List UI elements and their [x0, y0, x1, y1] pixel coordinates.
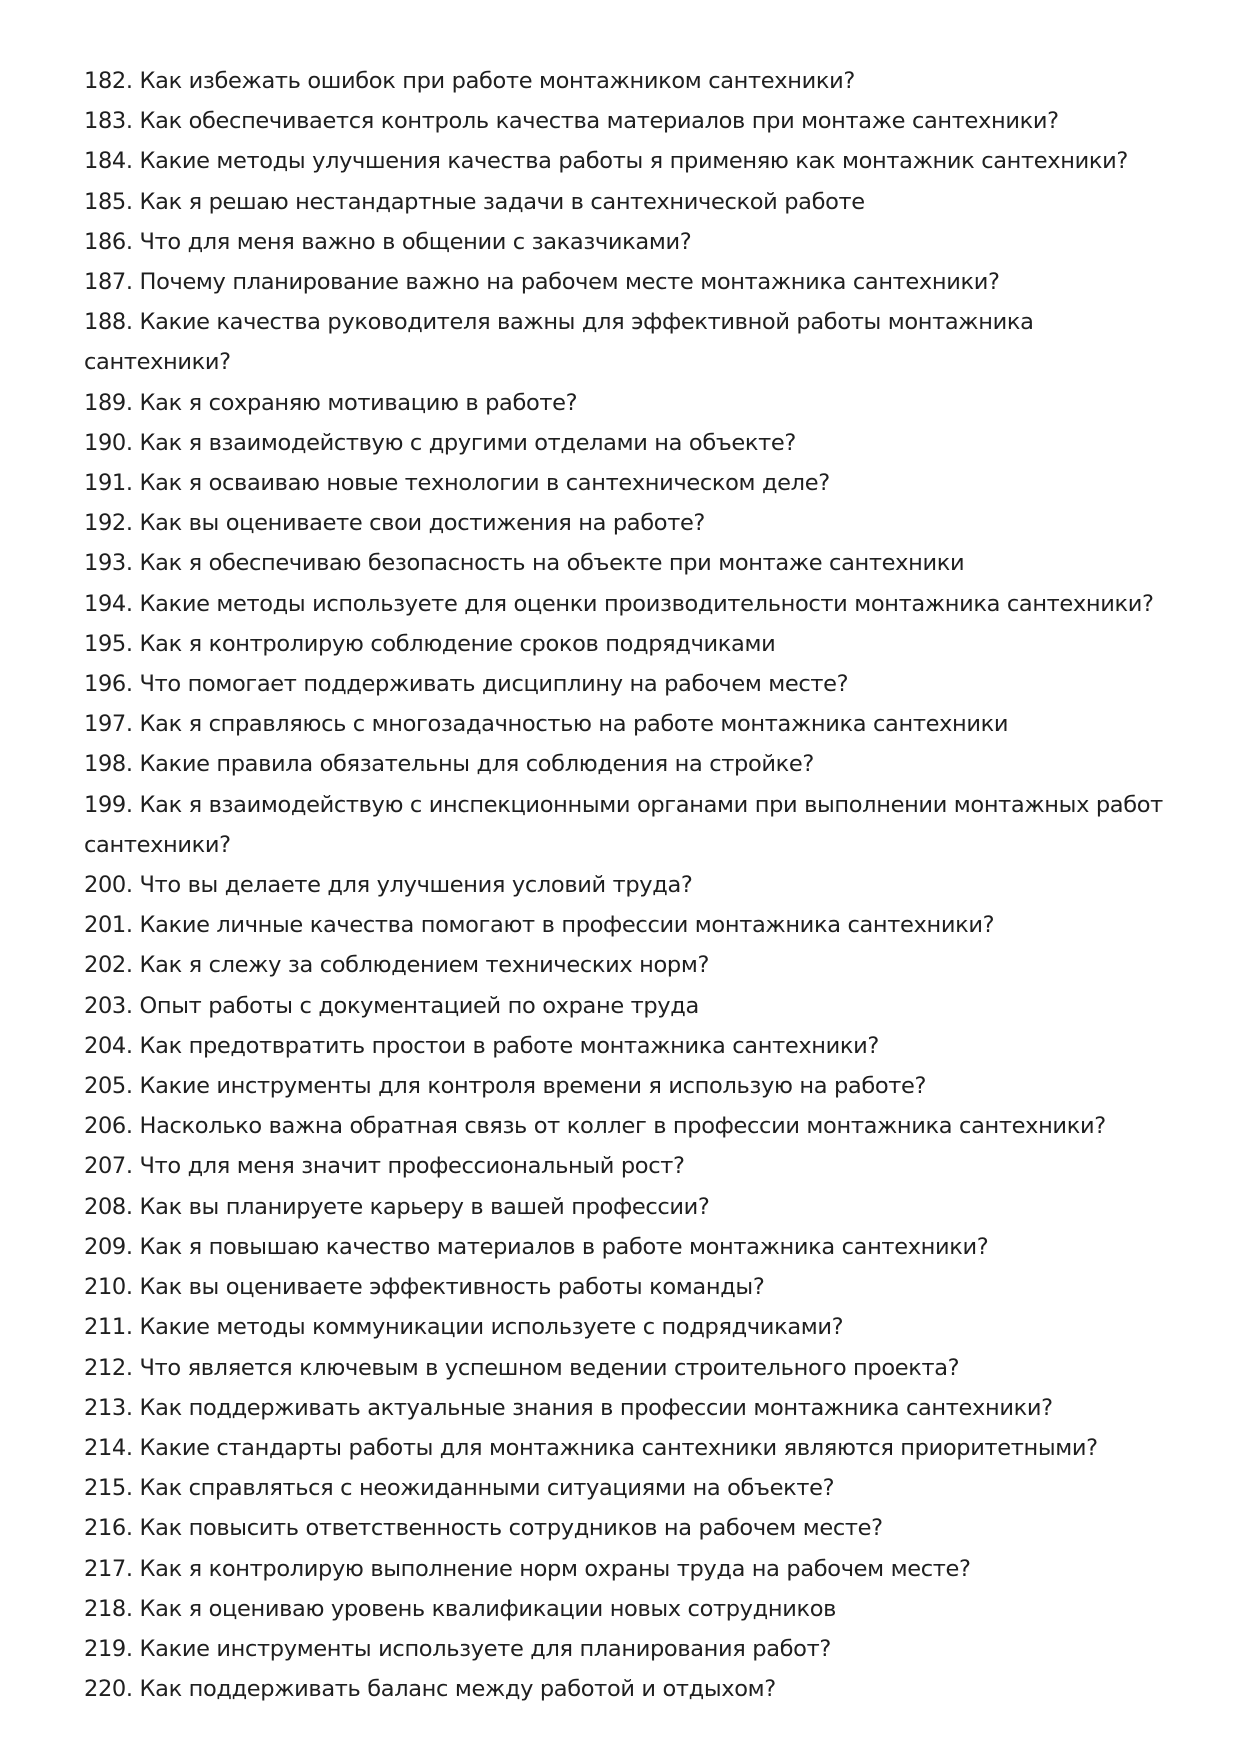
question-text: Как поддерживать актуальные знания в профессии монтажника сантехники? [139, 1394, 1053, 1421]
question-text: Какие личные качества помогают в профессии монтажника сантехники? [139, 912, 995, 939]
list-item [84, 1267, 1174, 1307]
list-item [84, 945, 1174, 985]
question-number: 188. [84, 309, 133, 336]
list-item [84, 503, 1174, 543]
question-text: Какие методы используете для оценки производительности монтажника сантехники? [139, 590, 1154, 617]
question-number: 213. [84, 1394, 133, 1421]
question-number: 187. [84, 269, 133, 296]
list-item [84, 222, 1174, 262]
question-number: 214. [84, 1434, 133, 1461]
question-text: Что для меня важно в общении с заказчиками? [139, 228, 692, 255]
question-number: 218. [84, 1595, 133, 1622]
question-number: 199. [84, 791, 133, 818]
question-number: 189. [84, 389, 133, 416]
list-item [84, 744, 1174, 784]
question-text: Как я справляюсь с многозадачностью на работе монтажника сантехники [139, 711, 1009, 738]
question-text: Как вы оцениваете свои достижения на работе? [139, 510, 706, 537]
list-item [84, 865, 1174, 905]
question-number: 190. [84, 429, 133, 456]
question-number: 200. [84, 872, 133, 899]
question-number: 215. [84, 1475, 133, 1502]
question-number: 208. [84, 1193, 133, 1220]
question-text: Как вы планируете карьеру в вашей профессии? [139, 1193, 710, 1220]
question-text: Что вы делаете для улучшения условий труда? [139, 872, 693, 899]
question-number: 205. [84, 1073, 133, 1100]
question-text: Какие стандарты работы для монтажника сантехники являются приоритетными? [139, 1434, 1098, 1461]
list-item [84, 1307, 1174, 1347]
question-number: 202. [84, 952, 133, 979]
question-text: Как я оцениваю уровень квалификации новых сотрудников [139, 1595, 837, 1622]
list-item [84, 624, 1174, 664]
question-list [84, 61, 1174, 1709]
list-item [84, 704, 1174, 744]
list-item [84, 986, 1174, 1026]
list-item [84, 262, 1174, 302]
question-number: 203. [84, 992, 133, 1019]
question-number: 193. [84, 550, 133, 577]
question-number: 216. [84, 1515, 133, 1542]
list-item [84, 61, 1174, 101]
question-number: 196. [84, 671, 133, 698]
question-number: 209. [84, 1233, 133, 1260]
question-number: 210. [84, 1274, 133, 1301]
list-item [84, 182, 1174, 222]
question-text: Как я взаимодействую с инспекционными органами при выполнении монтажных работ сантехники? [84, 791, 1163, 858]
question-text: Какие методы коммуникации используете с подрядчиками? [139, 1314, 844, 1341]
question-text: Как я взаимодействую с другими отделами на объекте? [139, 429, 796, 456]
list-item [84, 1428, 1174, 1468]
list-item [84, 785, 1174, 865]
question-text: Как я слежу за соблюдением технических норм? [139, 952, 710, 979]
list-item [84, 1066, 1174, 1106]
question-number: 212. [84, 1354, 133, 1381]
question-number: 197. [84, 711, 133, 738]
question-number: 184. [84, 148, 133, 175]
question-number: 182. [84, 68, 133, 94]
question-text: Как я обеспечиваю безопасность на объекте при монтаже сантехники [139, 550, 965, 577]
question-text: Как вы оцениваете эффективность работы команды? [139, 1274, 765, 1301]
list-item [84, 463, 1174, 503]
question-number: 219. [84, 1635, 133, 1662]
list-item [84, 1468, 1174, 1508]
question-text: Как я повышаю качество материалов в работе монтажника сантехники? [139, 1233, 989, 1260]
question-number: 220. [84, 1676, 133, 1703]
question-number: 207. [84, 1153, 133, 1180]
question-number: 183. [84, 108, 133, 135]
list-item [84, 905, 1174, 945]
question-number: 195. [84, 630, 133, 657]
question-text: Как поддерживать баланс между работой и отдыхом? [139, 1676, 776, 1703]
list-item [84, 1669, 1174, 1709]
list-item [84, 1227, 1174, 1267]
question-text: Что для меня значит профессиональный рост? [139, 1153, 685, 1180]
list-item [84, 1187, 1174, 1227]
question-text: Почему планирование важно на рабочем месте монтажника сантехники? [139, 269, 1000, 296]
question-number: 211. [84, 1314, 133, 1341]
question-text: Как я контролирую соблюдение сроков подрядчиками [139, 630, 776, 657]
question-text: Как я контролирую выполнение норм охраны труда на рабочем месте? [139, 1555, 971, 1582]
question-number: 192. [84, 510, 133, 537]
question-number: 186. [84, 228, 133, 255]
list-item [84, 543, 1174, 583]
list-item [84, 1348, 1174, 1388]
list-item [84, 1146, 1174, 1186]
list-item [84, 1388, 1174, 1428]
question-number: 206. [84, 1113, 133, 1140]
list-item [84, 1026, 1174, 1066]
list-item [84, 584, 1174, 624]
question-text: Как избежать ошибок при работе монтажником сантехники? [139, 68, 855, 94]
question-number: 185. [84, 188, 133, 215]
list-item [84, 141, 1174, 181]
list-item [84, 1549, 1174, 1589]
question-text: Какие инструменты используете для планирования работ? [139, 1635, 831, 1662]
question-number: 194. [84, 590, 133, 617]
list-item [84, 664, 1174, 704]
list-item [84, 1106, 1174, 1146]
question-text: Что помогает поддерживать дисциплину на рабочем месте? [139, 671, 849, 698]
question-number: 204. [84, 1032, 133, 1059]
list-item [84, 423, 1174, 463]
question-text: Какие качества руководителя важны для эффективной работы монтажника сантехники? [84, 309, 1034, 376]
question-number: 217. [84, 1555, 133, 1582]
question-number: 201. [84, 912, 133, 939]
question-text: Какие методы улучшения качества работы я применяю как монтажник сантехники? [139, 148, 1128, 175]
question-text: Какие инструменты для контроля времени я использую на работе? [139, 1073, 927, 1100]
list-item [84, 383, 1174, 423]
list-item [84, 1629, 1174, 1669]
question-text: Как я осваиваю новые технологии в сантехническом деле? [139, 470, 830, 497]
list-item [84, 302, 1174, 382]
question-text: Как я решаю нестандартные задачи в сантехнической работе [139, 188, 865, 215]
question-text: Как справляться с неожиданными ситуациями на объекте? [139, 1475, 835, 1502]
question-text: Как обеспечивается контроль качества материалов при монтаже сантехники? [139, 108, 1059, 135]
question-text: Какие правила обязательны для соблюдения на стройке? [139, 751, 814, 778]
question-number: 198. [84, 751, 133, 778]
list-item [84, 1508, 1174, 1548]
question-text: Что является ключевым в успешном ведении строительного проекта? [139, 1354, 960, 1381]
question-text: Как предотвратить простои в работе монтажника сантехники? [139, 1032, 880, 1059]
list-item [84, 1589, 1174, 1629]
question-text: Как я сохраняю мотивацию в работе? [139, 389, 578, 416]
question-text: Опыт работы с документацией по охране труда [139, 992, 699, 1019]
question-text: Насколько важна обратная связь от коллег в профессии монтажника сантехники? [139, 1113, 1106, 1140]
list-item [84, 101, 1174, 141]
question-text: Как повысить ответственность сотрудников на рабочем месте? [139, 1515, 883, 1542]
question-number: 191. [84, 470, 133, 497]
